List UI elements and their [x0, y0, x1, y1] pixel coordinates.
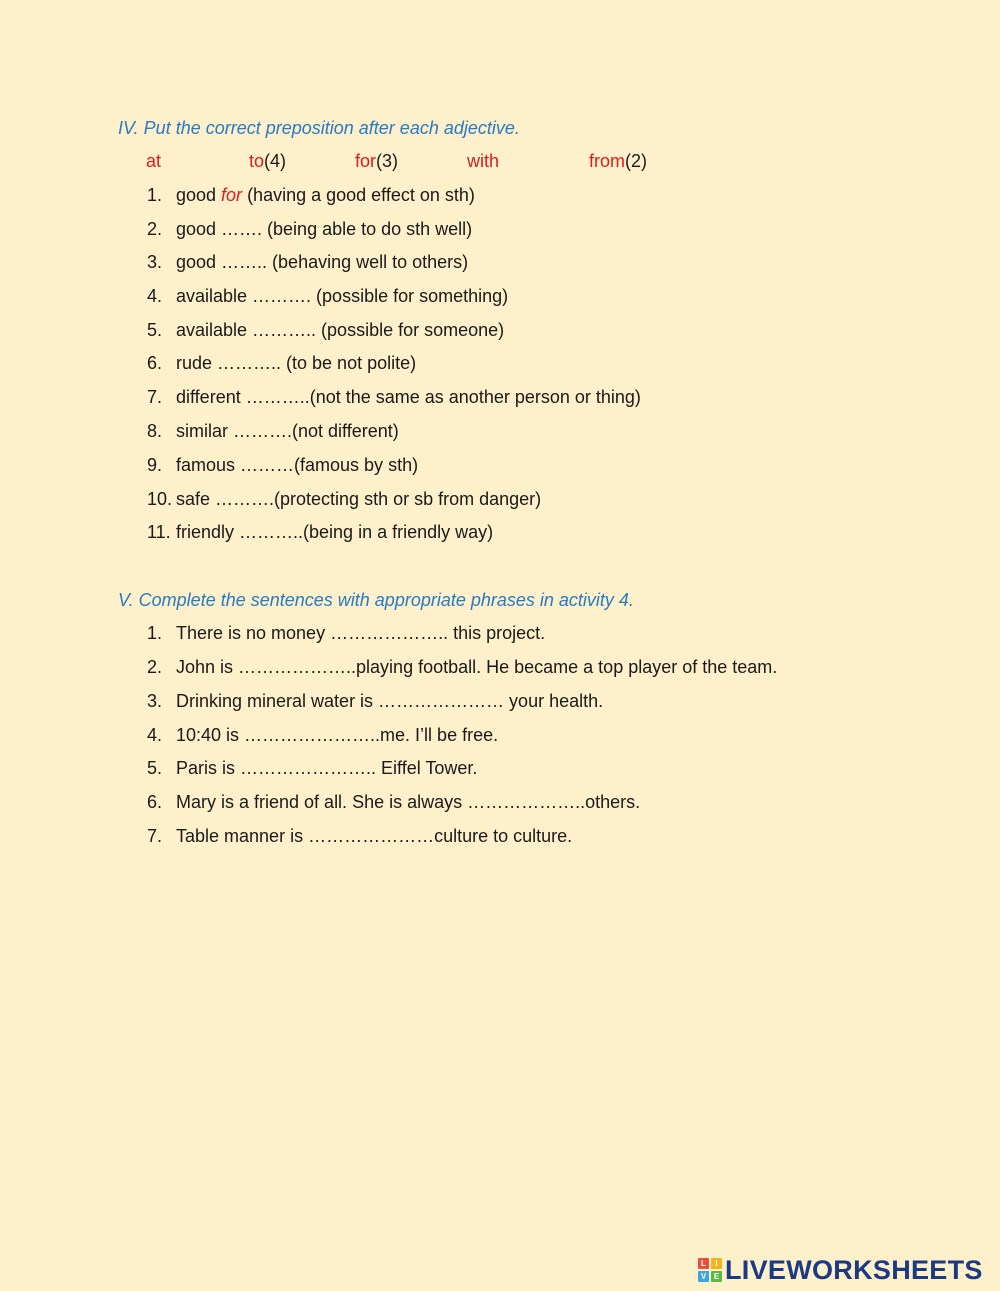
- list-item: [0, 691, 1000, 715]
- list-item: [0, 758, 1000, 782]
- list-item: [0, 421, 1000, 445]
- item-number: 1.: [147, 185, 163, 205]
- item-text: [176, 185, 475, 206]
- item-number: 2.: [147, 219, 163, 239]
- logo-block: V: [698, 1271, 709, 1282]
- word-bank-word: for: [355, 151, 377, 171]
- list-item: [0, 522, 1000, 546]
- list-item: [0, 455, 1000, 479]
- list-item: [0, 353, 1000, 377]
- item-text: There is no money ……………….. this project.: [176, 623, 546, 643]
- list-item: [0, 286, 1000, 310]
- item-number: 1.: [147, 623, 163, 643]
- item-text: Paris is ………………….. Eiffel Tower.: [176, 758, 478, 778]
- word-bank-item-for: [355, 151, 398, 172]
- item-number: 11.: [147, 522, 171, 542]
- list-item: [0, 387, 1000, 411]
- item-number: 9.: [147, 455, 163, 475]
- item-number: 7.: [147, 826, 163, 846]
- list-item: [0, 219, 1000, 243]
- word-bank-item-to: [249, 151, 286, 172]
- list-item: [0, 489, 1000, 513]
- list-item: [0, 657, 1000, 681]
- logo-block: E: [711, 1271, 722, 1282]
- example-answer: for: [221, 185, 243, 205]
- list-item: [0, 725, 1000, 749]
- item-text: Drinking mineral water is ………………… your health.: [176, 691, 604, 711]
- list-item: [0, 792, 1000, 816]
- item-number: 8.: [147, 421, 163, 441]
- item-number: 2.: [147, 657, 163, 677]
- logo-block: I: [711, 1258, 722, 1269]
- word-bank-count: (3): [376, 151, 399, 171]
- word-bank-item-at: [146, 151, 161, 172]
- word-bank-item-with: [467, 151, 499, 172]
- item-text: rude ……….. (to be not polite): [176, 353, 417, 373]
- item-text: John is ………………..playing football. He became a top player of the team.: [176, 657, 778, 677]
- word-bank: [0, 151, 1000, 175]
- list-item: [0, 320, 1000, 344]
- item-text: different ………..(not the same as another person or thing): [176, 387, 641, 407]
- item-number: 5.: [147, 758, 163, 778]
- item-text: famous ………(famous by sth): [176, 455, 419, 475]
- item-text: available ………. (possible for something): [176, 286, 509, 306]
- word-bank-item-from: [589, 151, 647, 172]
- logo-text: LIVEWORKSHEETS: [725, 1254, 983, 1285]
- list-item: [0, 252, 1000, 276]
- item-text-before: good: [176, 185, 222, 205]
- section-iv-heading: IV. Put the correct preposition after each adjective.: [118, 118, 520, 138]
- item-number: 5.: [147, 320, 163, 340]
- item-text: good ……. (being able to do sth well): [176, 219, 473, 239]
- word-bank-word: to: [249, 151, 265, 171]
- item-number: 10.: [147, 489, 173, 509]
- item-text: Mary is a friend of all. She is always ………………..others.: [176, 792, 641, 812]
- item-number: 4.: [147, 725, 163, 745]
- logo-blocks-icon: [698, 1258, 722, 1282]
- logo-block: L: [698, 1258, 709, 1269]
- item-number: 6.: [147, 792, 163, 812]
- liveworksheets-logo[interactable]: [698, 1255, 983, 1285]
- word-bank-count: (2): [625, 151, 647, 171]
- list-item: [0, 623, 1000, 647]
- item-text: friendly ………..(being in a friendly way): [176, 522, 494, 542]
- item-text: similar ……….(not different): [176, 421, 399, 441]
- item-number: 7.: [147, 387, 163, 407]
- list-item: [0, 185, 1000, 209]
- section-v-heading: V. Complete the sentences with appropriate phrases in activity 4.: [118, 590, 634, 610]
- item-number: 3.: [147, 252, 163, 272]
- item-number: 6.: [147, 353, 163, 373]
- item-text: good …….. (behaving well to others): [176, 252, 469, 272]
- item-text: Table manner is …………………culture to culture.: [176, 826, 573, 846]
- list-item: [0, 826, 1000, 850]
- item-text: safe ……….(protecting sth or sb from danger): [176, 489, 542, 509]
- item-text: available ……….. (possible for someone): [176, 320, 505, 340]
- word-bank-word: from: [589, 151, 625, 171]
- word-bank-count: (4): [264, 151, 287, 171]
- item-number: 3.: [147, 691, 163, 711]
- word-bank-word: with: [467, 151, 500, 171]
- item-text: 10:40 is …………………..me. I’ll be free.: [176, 725, 499, 745]
- item-number: 4.: [147, 286, 163, 306]
- word-bank-word: at: [146, 151, 162, 171]
- item-text-after: (having a good effect on sth): [242, 185, 475, 205]
